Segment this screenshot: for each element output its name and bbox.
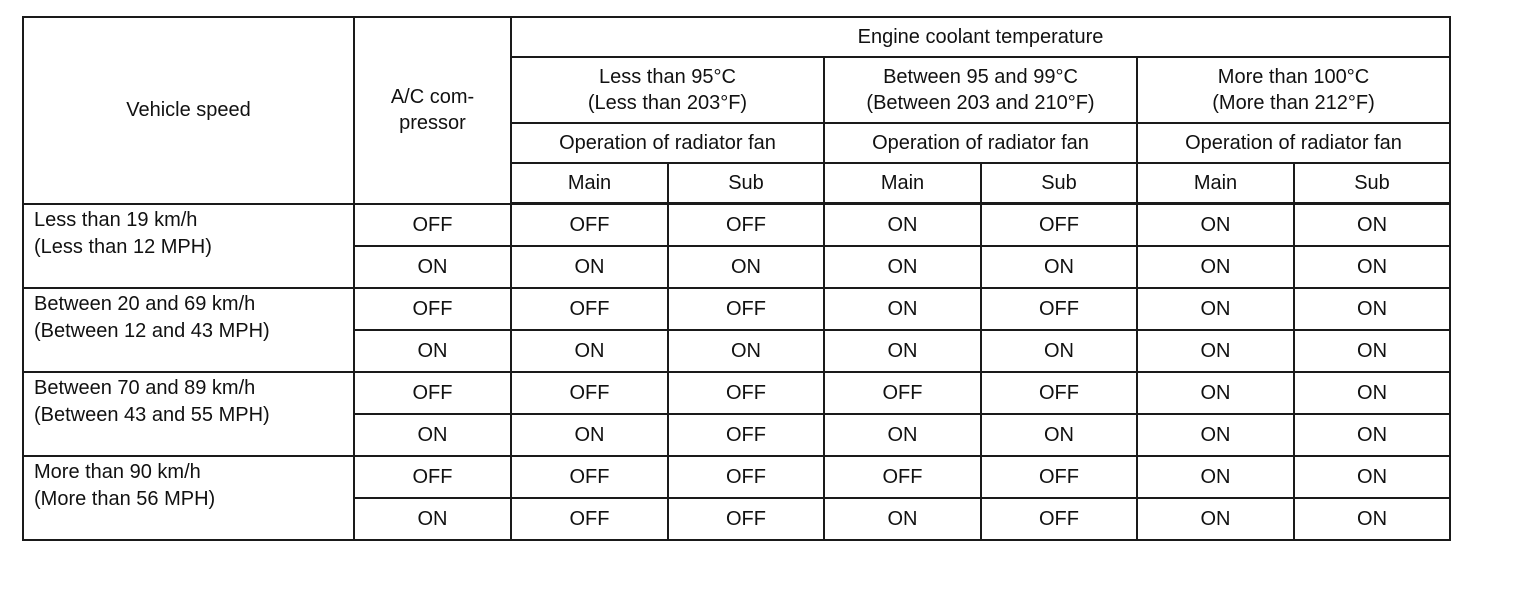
table-row bbox=[23, 204, 1450, 247]
fan-state-cell: OFF bbox=[668, 288, 824, 330]
fan-state-cell: OFF bbox=[981, 456, 1137, 498]
ac-state-cell: OFF bbox=[354, 204, 511, 247]
fan-state-cell: ON bbox=[1137, 498, 1294, 540]
table-body bbox=[23, 204, 1450, 541]
temp-range-high-line1: More than 100°C bbox=[1217, 66, 1370, 88]
radiator-fan-operation-table bbox=[22, 16, 1451, 541]
temp-range-high-line2: (More than 212°F) bbox=[1212, 92, 1375, 114]
fan-state-cell: OFF bbox=[981, 372, 1137, 414]
fan-sub-header-high: Sub bbox=[1294, 163, 1450, 204]
operation-header-high: Operation of radiator fan bbox=[1137, 123, 1450, 163]
fan-sub-header-low: Sub bbox=[668, 163, 824, 204]
temp-range-header-high bbox=[1137, 57, 1450, 123]
fan-state-cell: OFF bbox=[511, 498, 668, 540]
fan-state-cell: ON bbox=[668, 330, 824, 372]
header-row-1 bbox=[23, 17, 1450, 57]
fan-state-cell: OFF bbox=[824, 456, 981, 498]
fan-state-cell: ON bbox=[1137, 414, 1294, 456]
speed-line2: (More than 56 MPH) bbox=[34, 488, 216, 510]
fan-state-cell: ON bbox=[1294, 204, 1450, 247]
ac-compressor-header-line1: A/C com- bbox=[390, 86, 475, 109]
speed-line2: (Less than 12 MPH) bbox=[34, 235, 212, 258]
fan-state-cell: ON bbox=[1294, 498, 1450, 540]
operation-header-low: Operation of radiator fan bbox=[511, 123, 824, 163]
fan-state-cell: ON bbox=[1137, 204, 1294, 247]
fan-state-cell: ON bbox=[981, 414, 1137, 456]
table-row bbox=[23, 288, 1450, 330]
fan-state-cell: ON bbox=[1294, 288, 1450, 330]
temp-range-mid-line2: (Between 203 and 210°F) bbox=[866, 92, 1095, 114]
fan-state-cell: ON bbox=[511, 414, 668, 456]
fan-state-cell: OFF bbox=[668, 372, 824, 414]
fan-state-cell: OFF bbox=[511, 288, 668, 330]
fan-state-cell: ON bbox=[824, 414, 981, 456]
fan-state-cell: ON bbox=[824, 330, 981, 372]
fan-state-cell: OFF bbox=[981, 204, 1137, 247]
fan-state-cell: OFF bbox=[668, 414, 824, 456]
ac-state-cell: OFF bbox=[354, 456, 511, 498]
fan-state-cell: ON bbox=[1137, 246, 1294, 288]
fan-state-cell: ON bbox=[824, 204, 981, 247]
fan-state-cell: ON bbox=[1137, 456, 1294, 498]
fan-state-cell: ON bbox=[824, 246, 981, 288]
temp-range-header-mid bbox=[824, 57, 1137, 123]
fan-state-cell: ON bbox=[981, 246, 1137, 288]
fan-state-cell: ON bbox=[668, 246, 824, 288]
fan-state-cell: ON bbox=[511, 246, 668, 288]
speed-line1: More than 90 km/h bbox=[34, 461, 201, 483]
fan-state-cell: OFF bbox=[668, 498, 824, 540]
ac-state-cell: ON bbox=[354, 246, 511, 288]
fan-state-cell: OFF bbox=[511, 204, 668, 247]
ac-state-cell: ON bbox=[354, 414, 511, 456]
fan-state-cell: ON bbox=[1294, 372, 1450, 414]
vehicle-speed-header: Vehicle speed bbox=[23, 17, 354, 204]
fan-state-cell: ON bbox=[981, 330, 1137, 372]
speed-line1: Between 20 and 69 km/h bbox=[34, 293, 256, 315]
fan-state-cell: ON bbox=[511, 330, 668, 372]
temp-range-mid-line1: Between 95 and 99°C bbox=[883, 66, 1078, 88]
engine-coolant-temperature-header: Engine coolant temperature bbox=[511, 17, 1450, 57]
temp-range-header-low bbox=[511, 57, 824, 123]
ac-compressor-header bbox=[354, 17, 511, 204]
table-header bbox=[23, 17, 1450, 204]
ac-state-cell: ON bbox=[354, 498, 511, 540]
vehicle-speed-cell bbox=[23, 372, 354, 456]
fan-state-cell: OFF bbox=[824, 372, 981, 414]
ac-state-cell: OFF bbox=[354, 372, 511, 414]
fan-state-cell: OFF bbox=[668, 456, 824, 498]
fan-main-header-high: Main bbox=[1137, 163, 1294, 204]
temp-range-low-line2: (Less than 203°F) bbox=[587, 92, 748, 114]
fan-state-cell: ON bbox=[1137, 288, 1294, 330]
fan-state-cell: OFF bbox=[981, 288, 1137, 330]
operation-header-mid: Operation of radiator fan bbox=[824, 123, 1137, 163]
vehicle-speed-cell bbox=[23, 288, 354, 372]
ac-state-cell: OFF bbox=[354, 288, 511, 330]
speed-line1: Between 70 and 89 km/h bbox=[34, 377, 256, 399]
fan-state-cell: ON bbox=[1294, 456, 1450, 498]
fan-state-cell: OFF bbox=[511, 456, 668, 498]
table-row bbox=[23, 456, 1450, 498]
fan-state-cell: ON bbox=[1294, 330, 1450, 372]
fan-state-cell: OFF bbox=[668, 204, 824, 247]
speed-line2: (Between 12 and 43 MPH) bbox=[34, 320, 270, 342]
fan-state-cell: ON bbox=[1294, 414, 1450, 456]
vehicle-speed-cell bbox=[23, 204, 354, 289]
fan-state-cell: ON bbox=[824, 288, 981, 330]
fan-state-cell: ON bbox=[1137, 330, 1294, 372]
fan-state-cell: ON bbox=[1137, 372, 1294, 414]
fan-main-header-low: Main bbox=[511, 163, 668, 204]
fan-main-header-mid: Main bbox=[824, 163, 981, 204]
vehicle-speed-cell bbox=[23, 456, 354, 540]
ac-compressor-header-line2: pressor bbox=[399, 112, 466, 135]
speed-line1: Less than 19 km/h bbox=[34, 208, 198, 231]
ac-state-cell: ON bbox=[354, 330, 511, 372]
fan-state-cell: ON bbox=[1294, 246, 1450, 288]
speed-line2: (Between 43 and 55 MPH) bbox=[34, 404, 270, 426]
fan-state-cell: OFF bbox=[981, 498, 1137, 540]
table-row bbox=[23, 372, 1450, 414]
fan-sub-header-mid: Sub bbox=[981, 163, 1137, 204]
temp-range-low-line1: Less than 95°C bbox=[599, 66, 736, 88]
fan-state-cell: OFF bbox=[511, 372, 668, 414]
fan-state-cell: ON bbox=[824, 498, 981, 540]
